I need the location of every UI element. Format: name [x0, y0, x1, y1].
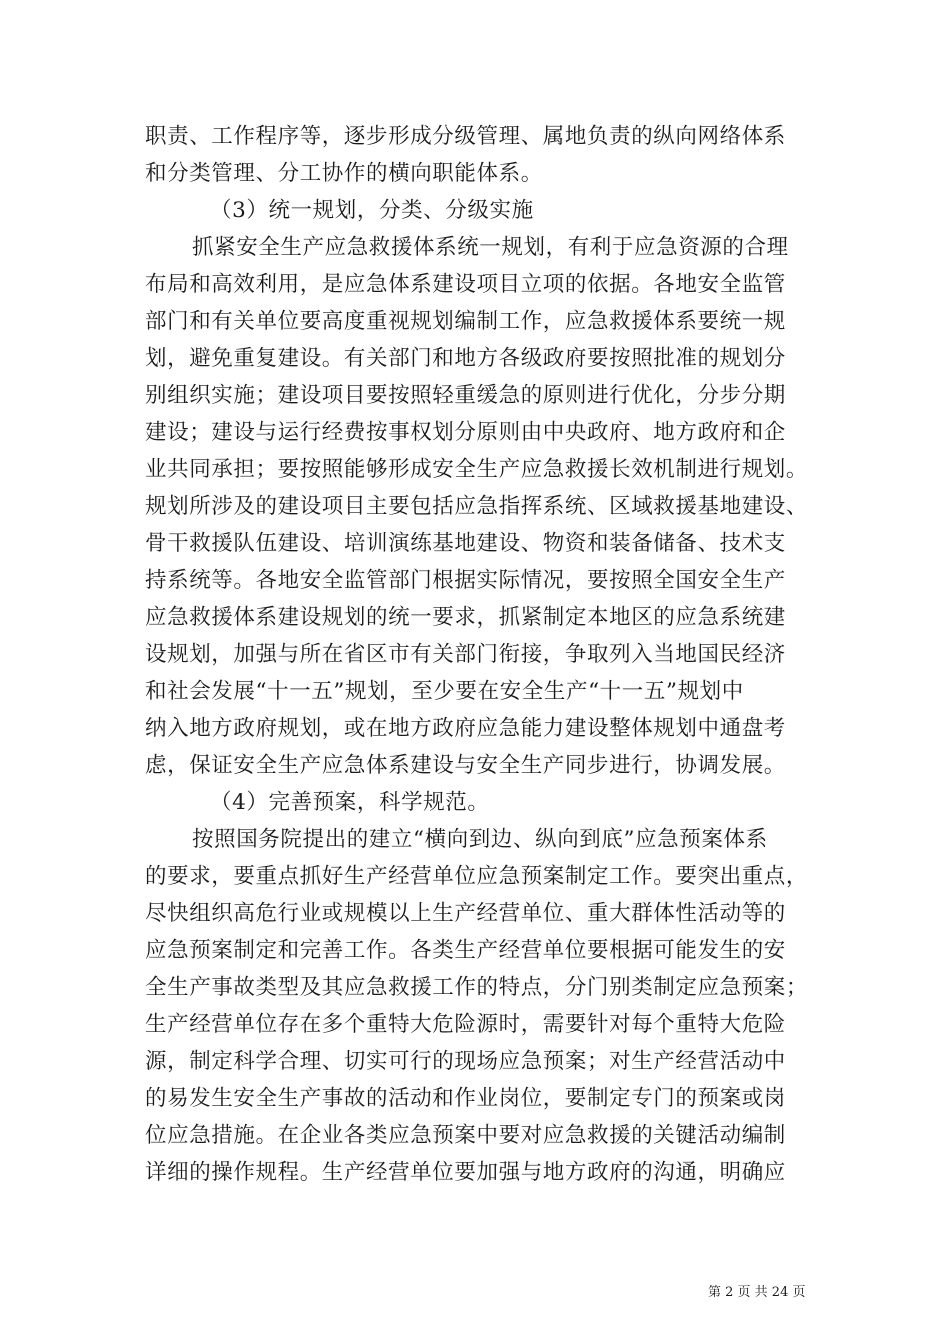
text-line: 生产经营单位存在多个重特大危险源时，需要针对每个重特大危险	[145, 1012, 786, 1037]
text-line: 全生产事故类型及其应急救援工作的特点，分门别类制定应急预案；	[145, 975, 809, 1000]
text-line: 纳入地方政府规划，或在地方政府应急能力建设整体规划中通盘考	[145, 716, 786, 741]
text-line: 职责、工作程序等，逐步形成分级管理、属地负责的纵向网络体系	[145, 124, 786, 149]
text-line: 尽快组织高危行业或规模以上生产经营单位、重大群体性活动等的	[145, 901, 786, 926]
text-line: 应急救援体系建设规划的统一要求，抓紧制定本地区的应急系统建	[145, 605, 786, 630]
text-line: 持系统等。各地安全监管部门根据实际情况，要按照全国安全生产	[145, 568, 786, 593]
text-line: 源，制定科学合理、切实可行的现场应急预案；对生产经营活动中	[145, 1049, 786, 1074]
text-line: 规划所涉及的建设项目主要包括应急指挥系统、区域救援基地建设、	[145, 494, 809, 519]
text-line: 应急预案制定和完善工作。各类生产经营单位要根据可能发生的安	[145, 938, 786, 963]
text-line: 的易发生安全生产事故的活动和作业岗位，要制定专门的预案或岗	[145, 1086, 786, 1111]
text-line: 详细的操作规程。生产经营单位要加强与地方政府的沟通，明确应	[145, 1160, 786, 1185]
text-line: 建设；建设与运行经费按事权划分原则由中央政府、地方政府和企	[145, 420, 786, 445]
text-line: 业共同承担；要按照能够形成安全生产应急救援长效机制进行规划。	[145, 457, 809, 482]
text-line: 虑，保证安全生产应急体系建设与安全生产同步进行，协调发展。	[145, 753, 786, 778]
text-line: 和社会发展“十一五”规划，至少要在安全生产“十一五”规划中	[145, 679, 744, 704]
section-heading-3: （3）统一规划，分类、分级实施	[210, 198, 534, 223]
text-line: 设规划，加强与所在省区市有关部门衔接，争取列入当地国民经济	[145, 642, 786, 667]
section-heading-4: （4）完善预案，科学规范。	[210, 790, 490, 815]
text-line: 布局和高效利用，是应急体系建设项目立项的依据。各地安全监管	[145, 272, 786, 297]
text-line: 骨干救援队伍建设、培训演练基地建设、物资和装备储备、技术支	[145, 531, 786, 556]
text-line: 部门和有关单位要高度重视规划编制工作，应急救援体系要统一规	[145, 309, 786, 334]
text-line: 的要求，要重点抓好生产经营单位应急预案制定工作。要突出重点，	[145, 864, 809, 889]
paragraph-start: 按照国务院提出的建立“横向到边、纵向到底”应急预案体系	[192, 827, 768, 852]
text-line: 和分类管理、分工协作的横向职能体系。	[145, 161, 543, 186]
text-line: 划，避免重复建设。有关部门和地方各级政府要按照批准的规划分	[145, 346, 786, 371]
text-line: 位应急措施。在企业各类应急预案中要对应急救援的关键活动编制	[145, 1123, 786, 1148]
text-line: 别组织实施；建设项目要按照轻重缓急的原则进行优化，分步分期	[145, 383, 786, 408]
page-number-footer: 第 2 页 共 24 页	[708, 1285, 806, 1300]
paragraph-start: 抓紧安全生产应急救援体系统一规划，有利于应急资源的合理	[192, 235, 789, 260]
